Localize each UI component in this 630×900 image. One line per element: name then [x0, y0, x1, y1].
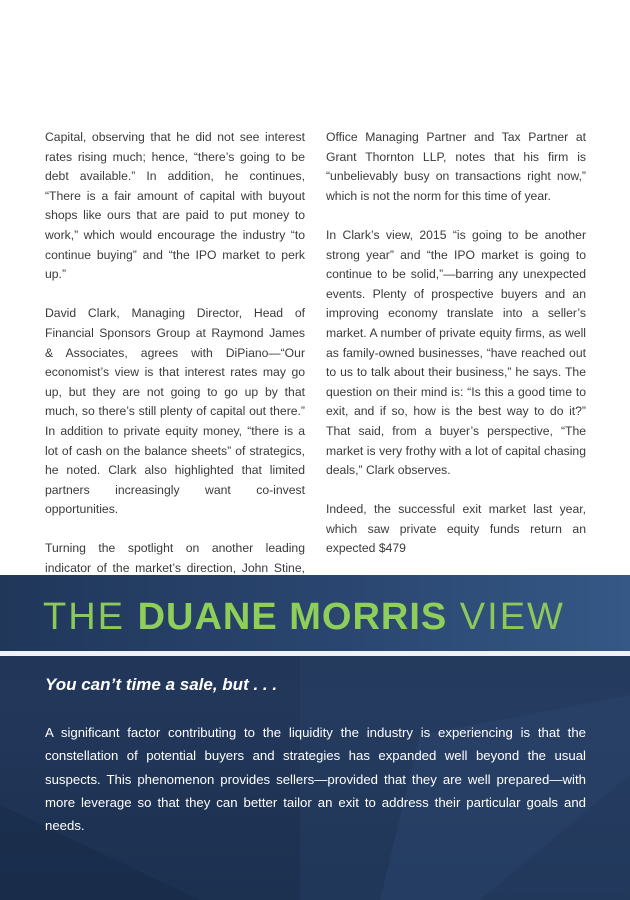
title-brand: DUANE MORRIS	[137, 596, 448, 638]
paragraph-office-managing-partner: Office Managing Partner and Tax Partner at Grant Thornton LLP, notes that his firm is “unbelievably busy on transactions right now,” which is not the norm for this time of year.	[326, 130, 586, 203]
title-divider	[0, 651, 630, 656]
section-body: A significant factor contributing to the liquidity the industry is experiencing is that the constellation of potential buyers and strategies has expanded well beyond the usual suspects. This phenomenon provides sellers—provided that they are well prepared—with more leverage so that they can better tailor an exit to address their particular goals and needs.	[45, 725, 586, 834]
title-suffix: VIEW	[447, 596, 565, 638]
article-column-left	[45, 128, 305, 618]
paragraph-turning-spotlight: Turning the spotlight on another leading indicator of the market’s direction, John Stine,	[45, 541, 305, 576]
paragraph-david-clark: David Clark, Managing Director, Head of Financial Sponsors Group at Raymond James & Associates, agrees with DiPiano—“Our economist’s view is that interest rates may go up, but they are not going to go up by that much, so there’s still plenty of capital out there.” In addition to private equity money, “there is a lot of cash on the balance sheets” of strategics, he noted. Clark also highlighted that limited partners increasingly want co-invest opportunities.	[45, 306, 305, 517]
article-column-right	[326, 128, 586, 579]
paragraph-clarks-view: In Clark’s view, 2015 “is going to be another strong year” and “the IPO market is going to continue to be solid,”—barring any unexpected events. Plenty of prospective buyers and an improving economy translate into a seller’s market. A number of private equity firms, as well as family-owned businesses, “have reached out to us to talk about their business,” he says. The question on their mind is: “Is this a good time to exit, and if so, how is the best way to do it?” That said, from a buyer’s perspective, “The market is very frothy with a lot of capital chasing deals,” Clark observes.	[326, 227, 586, 478]
paragraph-capital: Capital, observing that he did not see interest rates rising much; hence, “there’s going to be debt available.” In addition, he continues, “There is a fair amount of capital with buyout shops like ours that are paid to put money to work,” which would encourage the industry “to continue buying” and “the IPO market to perk up.”	[45, 130, 305, 282]
section-subtitle: You can’t time a sale, but . . .	[45, 675, 278, 694]
section-title	[43, 595, 565, 639]
paragraph-successful-exit: Indeed, the successful exit market last year, which saw private equity funds return an expected $479	[326, 502, 586, 556]
duane-morris-view-panel	[0, 575, 630, 900]
title-prefix: THE	[43, 596, 138, 638]
